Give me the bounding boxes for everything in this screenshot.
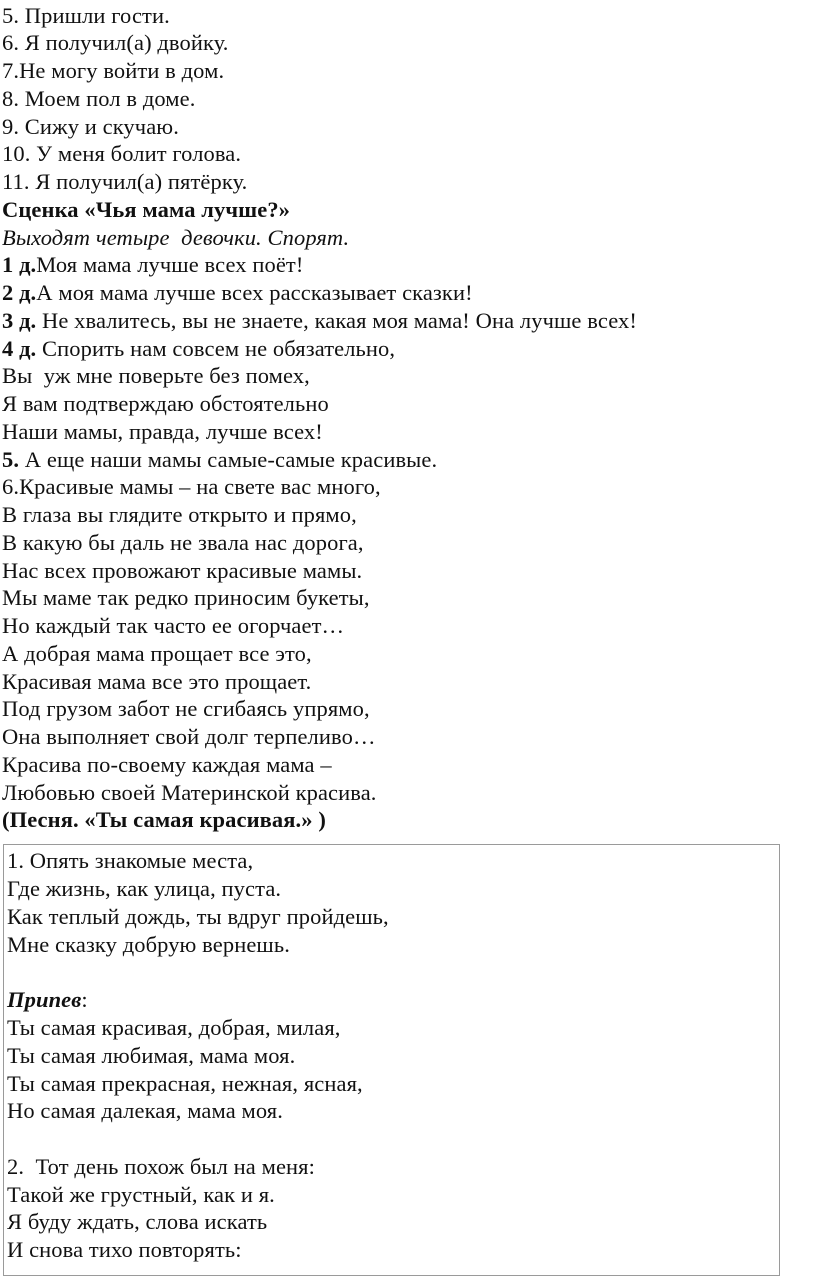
- verse-line: Наши мамы, правда, лучше всех!: [2, 419, 323, 444]
- stage-direction: Выходят четыре девочки. Спорят.: [2, 225, 350, 250]
- list-item: 11. Я получил(а) пятёрку.: [2, 169, 248, 194]
- song-line: Ты самая красивая, добрая, милая,: [7, 1015, 341, 1040]
- verse-line: Вы уж мне поверьте без помех,: [2, 363, 310, 388]
- song-line: Я буду ждать, слова искать: [7, 1209, 268, 1234]
- list-item: 9. Сижу и скучаю.: [2, 114, 179, 139]
- chorus-heading: [7, 986, 88, 1013]
- dialogue-line: [2, 279, 473, 306]
- poem-line: Красива по-своему каждая мама –: [2, 752, 332, 777]
- poem-line: Она выполняет свой долг терпеливо…: [2, 724, 376, 749]
- dialogue-line: [2, 446, 437, 473]
- list-item: 5. Пришли гости.: [2, 3, 170, 28]
- speaker-label: 3 д.: [2, 308, 37, 333]
- dialogue-text: Не хвалитесь, вы не знаете, какая моя мама! Она лучше всех!: [36, 308, 637, 333]
- speaker-label: 2 д.: [2, 280, 37, 305]
- list-item: 8. Моем пол в доме.: [2, 86, 196, 111]
- song-line: 2. Тот день похож был на меня:: [7, 1154, 315, 1179]
- poem-line: 6.Красивые мамы – на свете вас много,: [2, 474, 381, 499]
- song-line: Но самая далекая, мама моя.: [7, 1098, 283, 1123]
- song-line: 1. Опять знакомые места,: [7, 848, 254, 873]
- dialogue-text: А моя мама лучше всех рассказывает сказки!: [36, 280, 473, 305]
- scene-title: Сценка «Чья мама лучше?»: [2, 197, 291, 222]
- poem-line: Под грузом забот не сгибаясь упрямо,: [2, 696, 370, 721]
- dialogue-text: А еще наши мамы самые-самые красивые.: [19, 447, 438, 472]
- song-line: И снова тихо повторять:: [7, 1237, 242, 1262]
- song-line: Ты самая прекрасная, нежная, ясная,: [7, 1071, 363, 1096]
- list-item: 10. У меня болит голова.: [2, 141, 242, 166]
- speaker-label: 1 д.: [2, 252, 37, 277]
- song-line: Такой же грустный, как и я.: [7, 1182, 275, 1207]
- list-item: 6. Я получил(а) двойку.: [2, 30, 229, 55]
- list-item: 7.Не могу войти в дом.: [2, 58, 225, 83]
- speaker-label: 4 д.: [2, 336, 37, 361]
- verse-line: Я вам подтверждаю обстоятельно: [2, 391, 329, 416]
- chorus-colon: :: [81, 987, 88, 1012]
- dialogue-line: [2, 251, 303, 278]
- poem-line: Мы маме так редко приносим букеты,: [2, 585, 370, 610]
- song-title: (Песня. «Ты самая красивая.» ): [2, 807, 326, 832]
- dialogue-line: [2, 307, 637, 334]
- poem-line: В глаза вы глядите открыто и прямо,: [2, 502, 357, 527]
- chorus-label: Припев: [7, 987, 82, 1012]
- dialogue-text: Спорить нам совсем не обязательно,: [36, 336, 396, 361]
- dialogue-line: [2, 335, 395, 362]
- poem-line: Нас всех провожают красивые мамы.: [2, 558, 363, 583]
- poem-line: А добрая мама прощает все это,: [2, 641, 312, 666]
- song-line: Ты самая любимая, мама моя.: [7, 1043, 296, 1068]
- song-line: Мне сказку добрую вернешь.: [7, 932, 290, 957]
- poem-line: Но каждый так часто ее огорчает…: [2, 613, 345, 638]
- song-line: Где жизнь, как улица, пуста.: [7, 876, 282, 901]
- poem-line: Любовью своей Материнской красива.: [2, 780, 377, 805]
- song-line: Как теплый дождь, ты вдруг пройдешь,: [7, 904, 389, 929]
- poem-line: Красивая мама все это прощает.: [2, 669, 312, 694]
- song-lyrics-box: [3, 844, 780, 1276]
- poem-line: В какую бы даль не звала нас дорога,: [2, 530, 364, 555]
- speaker-label: 5.: [2, 447, 20, 472]
- dialogue-text: Моя мама лучше всех поёт!: [36, 252, 304, 277]
